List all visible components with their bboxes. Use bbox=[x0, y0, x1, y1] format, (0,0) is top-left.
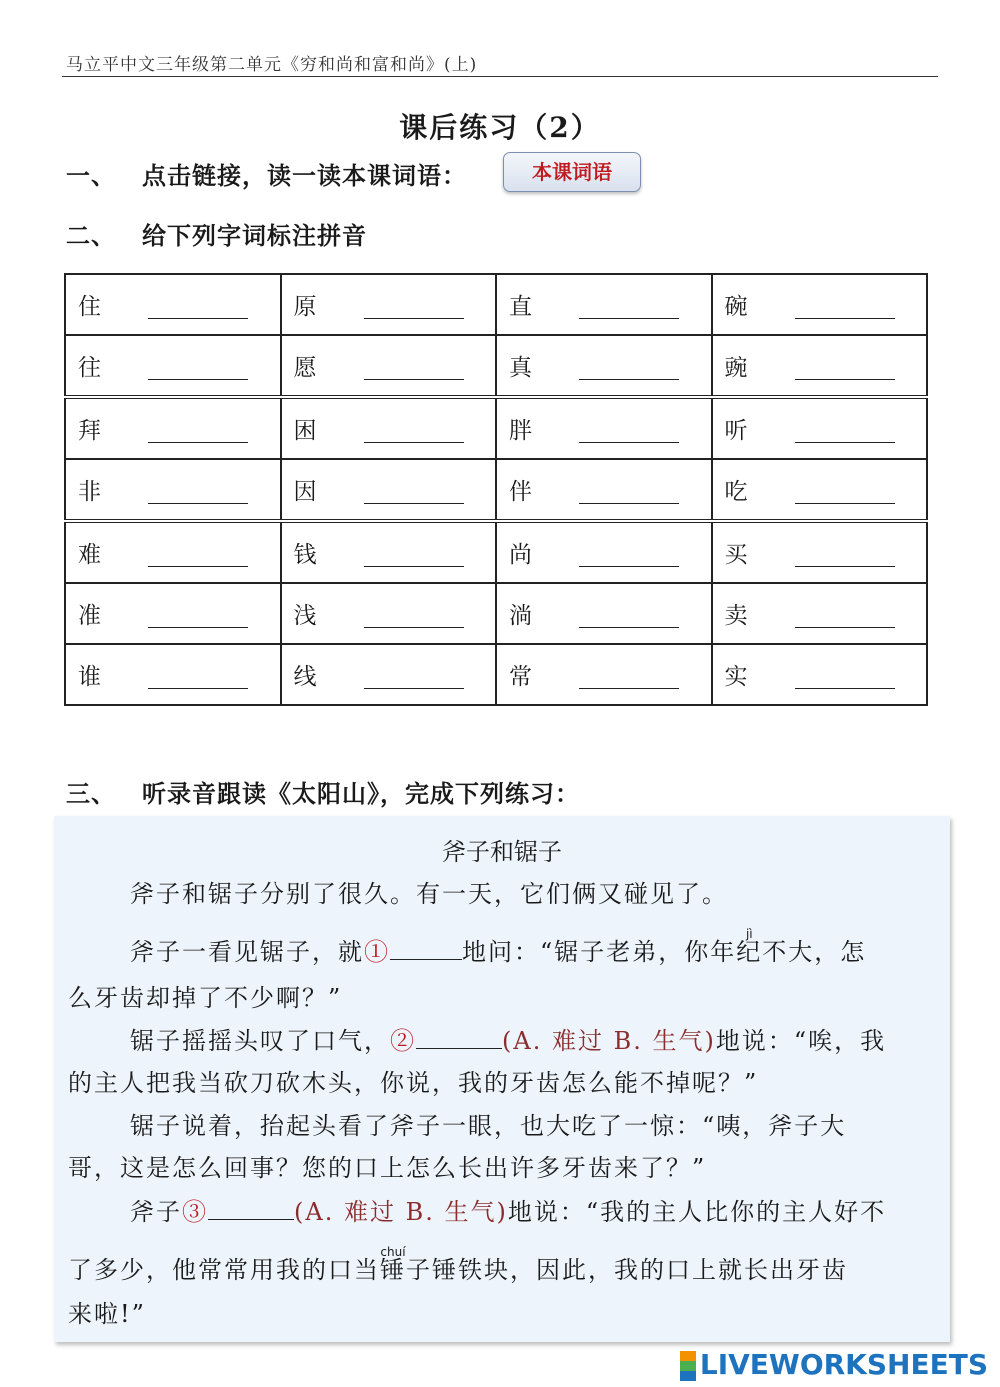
section-2 bbox=[66, 216, 367, 251]
grid-cell bbox=[712, 583, 928, 644]
grid-character: 住 bbox=[78, 294, 101, 320]
grid-cell bbox=[496, 644, 712, 705]
grid-cell-content bbox=[497, 658, 711, 691]
story-line: 不大，怎 bbox=[762, 938, 867, 966]
grid-character: 谁 bbox=[78, 664, 101, 690]
story-line: 斧子一看见锯子，就 bbox=[130, 938, 364, 966]
grid-character: 准 bbox=[78, 603, 101, 629]
grid-row bbox=[65, 644, 927, 705]
grid-cell-content bbox=[282, 473, 496, 506]
grid-character: 真 bbox=[509, 355, 532, 381]
pinyin-chui: chuí bbox=[380, 1245, 406, 1259]
story-paragraph-3-cont bbox=[68, 1061, 928, 1105]
grid-cell bbox=[496, 521, 712, 583]
section-1-text: 点击链接，读一读本课词语： bbox=[142, 161, 467, 190]
grid-row bbox=[65, 274, 927, 335]
blank-number-1: ① bbox=[364, 938, 390, 966]
story-line: 地说：“我的主人比你的主人好不 bbox=[507, 1198, 887, 1226]
answer-blank-3[interactable] bbox=[208, 1195, 294, 1220]
pinyin-answer-blank[interactable] bbox=[364, 662, 464, 689]
story-paragraph-5-end bbox=[68, 1292, 928, 1336]
story-paragraph-4-cont bbox=[68, 1146, 928, 1190]
grid-cell-content bbox=[497, 536, 711, 569]
grid-row bbox=[65, 521, 927, 583]
story-paragraph-2-cont bbox=[68, 976, 928, 1020]
pinyin-answer-blank[interactable] bbox=[795, 601, 895, 628]
grid-character: 豌 bbox=[724, 355, 748, 381]
grid-cell bbox=[281, 521, 497, 583]
pinyin-answer-blank[interactable] bbox=[148, 540, 248, 567]
story-line: 铁块，因此，我的口上就长出牙齿 bbox=[458, 1256, 848, 1284]
grid-cell bbox=[712, 459, 928, 521]
blank-number-3: ③ bbox=[182, 1198, 208, 1226]
story-line: 锯子说着，抬起头看了斧子一眼，也大吃了一惊：“咦，斧子大 bbox=[130, 1112, 847, 1140]
grid-cell-content bbox=[497, 412, 711, 445]
grid-cell bbox=[281, 335, 497, 397]
story-line: 地说：“唉，我 bbox=[715, 1027, 887, 1055]
pinyin-answer-blank[interactable] bbox=[148, 416, 248, 443]
story-line: 地问：“锯子老弟，你年 bbox=[462, 938, 737, 966]
ruby-char: 锤 bbox=[380, 1256, 406, 1284]
section-1 bbox=[66, 156, 467, 191]
grid-cell-content bbox=[282, 536, 496, 569]
pinyin-answer-blank[interactable] bbox=[795, 416, 895, 443]
grid-character: 拜 bbox=[78, 418, 101, 444]
pinyin-answer-blank[interactable] bbox=[579, 540, 679, 567]
grid-character: 听 bbox=[724, 418, 748, 444]
pinyin-answer-blank[interactable] bbox=[795, 540, 895, 567]
grid-cell bbox=[65, 274, 281, 335]
pinyin-answer-blank[interactable] bbox=[364, 416, 464, 443]
grid-cell bbox=[65, 521, 281, 583]
grid-row bbox=[65, 583, 927, 644]
logo-text: LIVEWORKSHEETS bbox=[699, 1348, 988, 1381]
story-paragraph-4 bbox=[68, 1104, 928, 1148]
pinyin-answer-blank[interactable] bbox=[579, 353, 679, 380]
pinyin-answer-blank[interactable] bbox=[364, 353, 464, 380]
grid-character: 实 bbox=[724, 664, 748, 690]
grid-cell-content bbox=[282, 349, 496, 382]
story-box bbox=[54, 816, 950, 1342]
grid-character: 淌 bbox=[509, 603, 532, 629]
story-line: 斧子 bbox=[130, 1198, 182, 1226]
grid-character: 碗 bbox=[724, 294, 748, 320]
grid-row bbox=[65, 335, 927, 397]
grid-character: 胖 bbox=[509, 418, 532, 444]
story-line: 锯子摇摇头叹了口气， bbox=[130, 1027, 390, 1055]
section-3-number: 三、 bbox=[66, 779, 116, 808]
answer-blank-2[interactable] bbox=[416, 1024, 502, 1049]
section-3-text: 听录音跟读《太阳山》，完成下列练习： bbox=[142, 779, 580, 808]
vocabulary-link-button[interactable]: 本课词语 bbox=[503, 152, 641, 192]
header-rule bbox=[62, 76, 938, 77]
grid-cell bbox=[712, 274, 928, 335]
ruby-chui bbox=[380, 1245, 406, 1292]
story-line: 斧子和锯子分别了很久。有一天，它们俩又碰见了。 bbox=[130, 880, 728, 908]
grid-cell bbox=[281, 459, 497, 521]
grid-cell-content bbox=[497, 473, 711, 506]
grid-character: 困 bbox=[293, 418, 317, 444]
story-line: 哥，这是怎么回事？您的口上怎么长出许多牙齿来了？” bbox=[68, 1154, 707, 1182]
grid-character: 伴 bbox=[509, 479, 532, 505]
pinyin-answer-blank[interactable] bbox=[579, 477, 679, 504]
grid-cell-content bbox=[497, 288, 711, 321]
grid-character: 钱 bbox=[293, 542, 317, 568]
grid-cell bbox=[65, 397, 281, 459]
grid-character: 线 bbox=[293, 664, 317, 690]
grid-character: 原 bbox=[293, 294, 317, 320]
story-paragraph-5 bbox=[68, 1190, 928, 1234]
grid-cell-content bbox=[66, 473, 280, 506]
grid-cell bbox=[65, 335, 281, 397]
grid-cell bbox=[281, 644, 497, 705]
header-text: 马立平中文三年级第二单元《穷和尚和富和尚》(上) bbox=[66, 55, 478, 75]
pinyin-answer-blank[interactable] bbox=[795, 353, 895, 380]
grid-cell-content bbox=[713, 349, 927, 382]
grid-character: 难 bbox=[78, 542, 101, 568]
pinyin-answer-blank[interactable] bbox=[795, 292, 895, 319]
grid-cell-content bbox=[282, 597, 496, 630]
story-paragraph-3 bbox=[68, 1019, 928, 1063]
pinyin-answer-blank[interactable] bbox=[364, 540, 464, 567]
grid-cell bbox=[281, 397, 497, 459]
ruby-ji bbox=[736, 927, 763, 974]
grid-cell-content bbox=[497, 349, 711, 382]
grid-character: 因 bbox=[293, 479, 317, 505]
grid-cell-content bbox=[282, 288, 496, 321]
section-2-number: 二、 bbox=[66, 221, 116, 250]
pinyin-answer-blank[interactable] bbox=[364, 601, 464, 628]
pinyin-answer-blank[interactable] bbox=[148, 477, 248, 504]
grid-cell-content bbox=[66, 597, 280, 630]
grid-cell bbox=[496, 459, 712, 521]
grid-character: 卖 bbox=[724, 603, 748, 629]
grid-cell-content bbox=[497, 597, 711, 630]
grid-cell-content bbox=[713, 412, 927, 445]
grid-cell bbox=[281, 583, 497, 644]
section-2-text: 给下列字词标注拼音 bbox=[142, 221, 367, 250]
ruby-char: 纪 bbox=[736, 938, 763, 966]
grid-cell-content bbox=[713, 288, 927, 321]
grid-character: 买 bbox=[724, 542, 748, 568]
section-3 bbox=[66, 774, 580, 809]
pinyin-ji: jì bbox=[745, 927, 753, 941]
grid-cell bbox=[496, 397, 712, 459]
grid-cell-content bbox=[66, 536, 280, 569]
grid-character: 浅 bbox=[293, 603, 317, 629]
grid-cell bbox=[65, 459, 281, 521]
grid-character: 非 bbox=[78, 479, 101, 505]
story-line: 么牙齿却掉了不少啊？” bbox=[68, 984, 343, 1012]
grid-cell-content bbox=[282, 658, 496, 691]
grid-row bbox=[65, 459, 927, 521]
story-paragraph-2 bbox=[68, 927, 928, 974]
logo-badge-icon bbox=[680, 1351, 696, 1381]
grid-cell-content bbox=[66, 412, 280, 445]
grid-cell bbox=[712, 521, 928, 583]
grid-cell bbox=[65, 644, 281, 705]
page-title: 课后练习（2） bbox=[399, 111, 601, 144]
grid-cell-content bbox=[713, 473, 927, 506]
grid-character: 常 bbox=[509, 664, 532, 690]
grid-cell bbox=[65, 583, 281, 644]
story-line: 锤 bbox=[432, 1256, 458, 1284]
grid-cell bbox=[496, 274, 712, 335]
pinyin-answer-blank[interactable] bbox=[364, 292, 464, 319]
grid-character: 愿 bbox=[293, 355, 317, 381]
grid-cell bbox=[712, 644, 928, 705]
grid-character: 往 bbox=[78, 355, 101, 381]
section-1-number: 一、 bbox=[66, 161, 116, 190]
grid-cell-content bbox=[66, 349, 280, 382]
grid-cell bbox=[712, 397, 928, 459]
grid-cell-content bbox=[66, 288, 280, 321]
story-line: 了多少，他常常用我的口当 bbox=[68, 1256, 380, 1284]
grid-cell-content bbox=[713, 536, 927, 569]
grid-cell-content bbox=[713, 597, 927, 630]
pinyin-answer-blank[interactable] bbox=[148, 662, 248, 689]
grid-cell bbox=[281, 274, 497, 335]
grid-character: 尚 bbox=[509, 542, 532, 568]
grid-row bbox=[65, 397, 927, 459]
grid-cell-content bbox=[66, 658, 280, 691]
story-paragraph-5-cont bbox=[68, 1245, 928, 1292]
story-line: 的主人把我当砍刀砍木头，你说，我的牙齿怎么能不掉呢？” bbox=[68, 1069, 759, 1097]
pinyin-answer-blank[interactable] bbox=[148, 353, 248, 380]
pinyin-answer-blank[interactable] bbox=[148, 292, 248, 319]
liveworksheets-logo bbox=[680, 1348, 988, 1381]
story-line: 来啦!” bbox=[68, 1300, 146, 1328]
grid-cell bbox=[496, 335, 712, 397]
story-title: 斧子和锯子 bbox=[442, 838, 562, 866]
pinyin-answer-blank[interactable] bbox=[579, 292, 679, 319]
story-paragraph-1 bbox=[68, 872, 928, 916]
pinyin-answer-blank[interactable] bbox=[364, 477, 464, 504]
options-3: (A. 难过 B. 生气) bbox=[294, 1198, 508, 1226]
grid-cell bbox=[496, 583, 712, 644]
options-2: (A. 难过 B. 生气) bbox=[502, 1027, 716, 1055]
story-line: 子 bbox=[406, 1256, 432, 1284]
blank-number-2: ② bbox=[390, 1027, 416, 1055]
grid-character: 直 bbox=[509, 294, 532, 320]
grid-character: 吃 bbox=[724, 479, 748, 505]
grid-cell-content bbox=[713, 658, 927, 691]
pinyin-answer-blank[interactable] bbox=[579, 416, 679, 443]
pinyin-answer-blank[interactable] bbox=[795, 477, 895, 504]
pinyin-answer-blank[interactable] bbox=[795, 662, 895, 689]
pinyin-answer-blank[interactable] bbox=[148, 601, 248, 628]
grid-cell-content bbox=[282, 412, 496, 445]
answer-blank-1[interactable] bbox=[390, 935, 462, 960]
pinyin-answer-blank[interactable] bbox=[579, 662, 679, 689]
pinyin-grid bbox=[64, 273, 928, 706]
grid-cell bbox=[712, 335, 928, 397]
pinyin-answer-blank[interactable] bbox=[579, 601, 679, 628]
